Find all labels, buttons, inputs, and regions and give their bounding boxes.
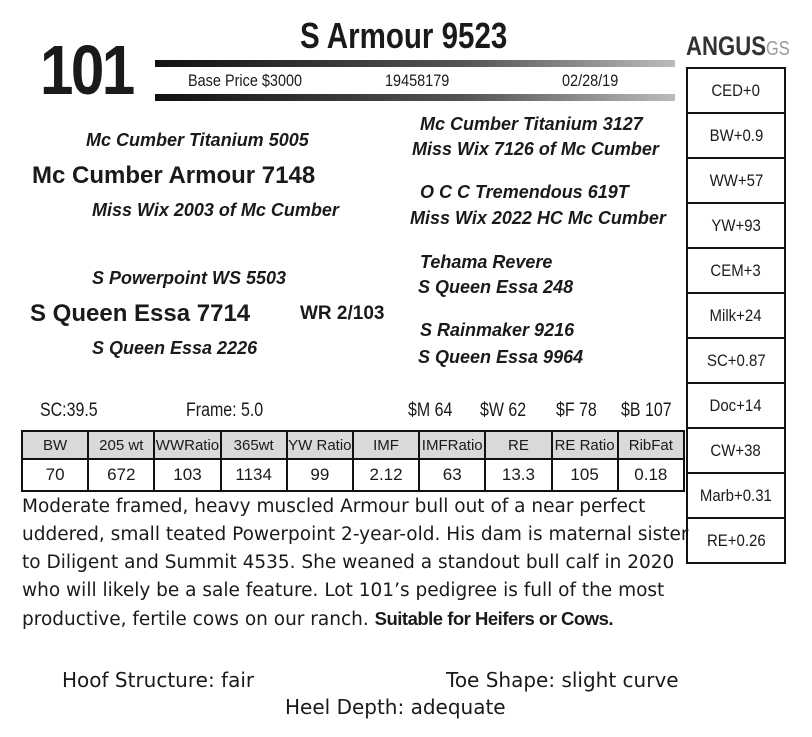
header-205wt: 205 wt bbox=[88, 431, 154, 459]
header-reratio: RE Ratio bbox=[552, 431, 618, 459]
description bbox=[22, 493, 694, 634]
header-re: RE bbox=[485, 431, 551, 459]
epd-cem: CEM+3 bbox=[688, 249, 784, 294]
dam-sire: S Powerpoint WS 5503 bbox=[92, 268, 287, 288]
epd-milk: Milk+24 bbox=[688, 294, 784, 339]
header-imfratio: IMFRatio bbox=[419, 431, 485, 459]
value-365wt: 1134 bbox=[221, 459, 287, 491]
index-b: $B 107 bbox=[621, 400, 672, 421]
dam-dam-sire: S Rainmaker 9216 bbox=[420, 320, 575, 340]
dam: S Queen Essa 7714 bbox=[30, 300, 251, 327]
birth-date: 02/28/19 bbox=[562, 71, 619, 90]
epd-re: RE+0.26 bbox=[688, 519, 784, 564]
header-bar-bottom bbox=[155, 94, 675, 101]
dam-weaning-ratio: WR 2/103 bbox=[300, 303, 385, 324]
dam-dam: S Queen Essa 2226 bbox=[92, 338, 258, 358]
sire-sire-sire: Mc Cumber Titanium 3127 bbox=[420, 114, 643, 134]
epd-bw: BW+0.9 bbox=[688, 114, 784, 159]
performance-value-row bbox=[22, 459, 684, 491]
value-wwratio: 103 bbox=[154, 459, 220, 491]
sire-dam-dam: Miss Wix 2022 HC Mc Cumber bbox=[410, 208, 666, 228]
sire: Mc Cumber Armour 7148 bbox=[32, 162, 316, 189]
header-wwratio: WWRatio bbox=[154, 431, 220, 459]
dam-sire-sire: Tehama Revere bbox=[420, 252, 553, 272]
header-bar-top bbox=[155, 60, 675, 67]
epd-ww: WW+57 bbox=[688, 159, 784, 204]
hoof-structure: Hoof Structure: fair bbox=[62, 668, 255, 692]
sire-sire-dam: Miss Wix 7126 of Mc Cumber bbox=[412, 139, 659, 159]
angus-gs-logo: ANGUSGS bbox=[686, 31, 790, 61]
epd-ced: CED+0 bbox=[688, 69, 784, 114]
lot-number: 101 bbox=[40, 31, 133, 109]
heel-depth: Heel Depth: adequate bbox=[285, 695, 506, 719]
header-365wt: 365wt bbox=[221, 431, 287, 459]
epd-cw: CW+38 bbox=[688, 429, 784, 474]
epd-yw: YW+93 bbox=[688, 204, 784, 249]
index-f: $F 78 bbox=[556, 400, 597, 421]
value-ribfat: 0.18 bbox=[618, 459, 684, 491]
header-imf: IMF bbox=[353, 431, 419, 459]
sire-sire: Mc Cumber Titanium 5005 bbox=[86, 130, 309, 150]
header-ywratio: YW Ratio bbox=[287, 431, 353, 459]
animal-name: S Armour 9523 bbox=[300, 15, 508, 56]
value-ywratio: 99 bbox=[287, 459, 353, 491]
epd-marb: Marb+0.31 bbox=[688, 474, 784, 519]
sire-dam-sire: O C C Tremendous 619T bbox=[420, 182, 629, 202]
sire-dam: Miss Wix 2003 of Mc Cumber bbox=[92, 200, 339, 220]
value-reratio: 105 bbox=[552, 459, 618, 491]
value-imfratio: 63 bbox=[419, 459, 485, 491]
value-imf: 2.12 bbox=[353, 459, 419, 491]
epd-column bbox=[686, 67, 786, 564]
performance-table bbox=[21, 430, 685, 492]
value-re: 13.3 bbox=[485, 459, 551, 491]
header-bw: BW bbox=[22, 431, 88, 459]
dam-sire-dam: S Queen Essa 248 bbox=[418, 277, 574, 297]
performance-header-row bbox=[22, 431, 684, 459]
toe-shape: Toe Shape: slight curve bbox=[446, 668, 679, 692]
epd-sc: SC+0.87 bbox=[688, 339, 784, 384]
description-text: Moderate framed, heavy muscled Armour bull out of a near perfect uddered, small teated Powerpoint 2-year-old. His dam is maternal sister to Diligent and Summit 4535. She weaned a standout bull calf in 2020 who will likely be a sale feature. Lot 101’s pedigree is full of the most productive, fertile cows on our ranch. bbox=[22, 496, 689, 630]
header-ribfat: RibFat bbox=[618, 431, 684, 459]
value-205wt: 672 bbox=[88, 459, 154, 491]
index-w: $W 62 bbox=[480, 400, 527, 421]
dam-dam-dam: S Queen Essa 9964 bbox=[418, 347, 584, 367]
frame-score: Frame: 5.0 bbox=[186, 400, 264, 421]
base-price: Base Price $3000 bbox=[188, 71, 303, 90]
suitability-note: Suitable for Heifers or Cows. bbox=[374, 608, 614, 629]
scrotal-circumference: SC:39.5 bbox=[40, 400, 98, 421]
value-bw: 70 bbox=[22, 459, 88, 491]
index-m: $M 64 bbox=[408, 400, 453, 421]
epd-doc: Doc+14 bbox=[688, 384, 784, 429]
registration-number: 19458179 bbox=[385, 71, 450, 90]
